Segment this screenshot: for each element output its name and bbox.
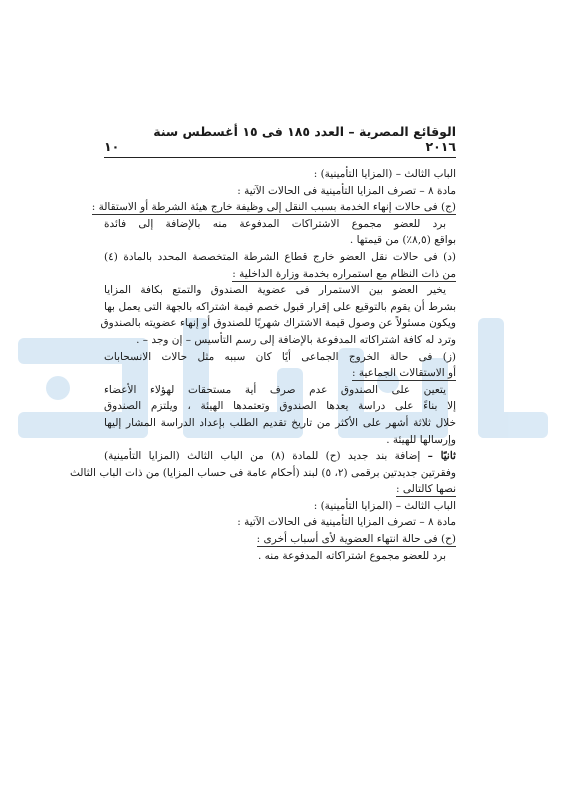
article-line: مادة ٨ – تصرف المزايا التأمينية فى الحالات الآتية : xyxy=(237,516,456,529)
second-amendment-text: وفقرتين جديدتين برقمى (٢، ٥) لبند (أحكام عامة فى حساب المزايا) من ذات الباب الثالث xyxy=(69,466,456,479)
item-h-title xyxy=(104,531,456,548)
header-divider xyxy=(104,157,456,158)
second-text: إضافة بند جديد (ح) للمادة (٨) من الباب الثالث (المزايا التأمينية) xyxy=(104,450,421,463)
gazette-title: الوقائع المصرية – العدد ١٨٥ فى ١٥ أغسطس سنة ٢٠١٦ xyxy=(153,124,456,154)
item-h-title-text: (ح) فى حالة انتهاء العضوية لأى أسباب أخرى : xyxy=(256,533,456,546)
page-number: ١٠ xyxy=(104,139,120,154)
page-header xyxy=(104,124,456,154)
item-z-title-cont xyxy=(104,365,456,382)
item-z-text: إلا بناءً على دراسة يعدها الصندوق وتعتمدها الهيئة ، ويلتزم الصندوق xyxy=(104,400,456,413)
item-d-title-cont xyxy=(104,266,456,283)
item-d-title-cont-text: من ذات النظام مع استمراره بخدمة وزارة الداخلية : xyxy=(232,267,456,280)
item-d-text: يخير العضو بين الاستمرار فى عضوية الصندوق والتمتع بكافة المزايا xyxy=(104,284,446,297)
second-label: ثانيًا – xyxy=(427,450,456,463)
item-d-text: بشرط أن يقوم بالتوقيع على إقرار قبول خصم قيمة اشتراكه بالجهة التى يعمل بها xyxy=(104,300,456,313)
item-c-title-text: (ج) فى حالات إنهاء الخدمة بسبب النقل إلى وظيفة خارج هيئة الشرطة أو الاستقالة : xyxy=(91,201,456,214)
section-heading: الباب الثالث – (المزايا التأمينية) : xyxy=(313,499,456,512)
item-h-text: برد للعضو مجموع اشتراكاته المدفوعة منه . xyxy=(258,549,446,562)
second-amendment-title xyxy=(104,448,456,465)
document-body xyxy=(69,166,456,564)
item-z-title-cont-text: أو الاستقالات الجماعية : xyxy=(351,367,456,380)
item-z-title: (ز) فى حالة الخروج الجماعى أيًا كان سببه مثل حالات الانسحابات xyxy=(104,350,456,363)
item-c-title xyxy=(91,199,456,216)
section-heading: الباب الثالث – (المزايا التأمينية) : xyxy=(313,168,456,180)
item-d-text: ويكون مسئولاً عن وصول قيمة الاشتراك شهريًا للصندوق أو إنهاء عضويته بالصندوق xyxy=(100,317,456,330)
item-z-text: خلال ثلاثة أشهر على الأكثر من تاريخ تقديم الطلب بإعداد الدراسة المشار إليها xyxy=(104,416,456,429)
article-line: مادة ٨ – تصرف المزايا التأمينية فى الحالات الآتية : xyxy=(237,184,456,197)
second-amendment-text-end-text: نصها كالتالى : xyxy=(396,483,456,496)
item-c-text: بواقع (٨,٥٪) من قيمتها . xyxy=(349,234,456,247)
item-d-text: وترد له كافة اشتراكاته المدفوعة بالإضافة إلى رسم التأسيس – إن وجد – . xyxy=(136,333,456,346)
item-d-title: (د) فى حالات نقل العضو خارج قطاع الشرطة المتخصصة المحدد بالمادة (٤) xyxy=(104,250,456,263)
second-amendment-text-end xyxy=(104,481,456,498)
item-z-text: وإرسالها للهيئة . xyxy=(386,433,456,446)
item-z-text: يتعين على الصندوق عدم صرف أية مستحقات لهؤلاء الأعضاء xyxy=(104,383,446,396)
item-c-text: برد للعضو مجموع الاشتراكات المدفوعة منه بالإضافة إلى فائدة xyxy=(104,217,446,230)
